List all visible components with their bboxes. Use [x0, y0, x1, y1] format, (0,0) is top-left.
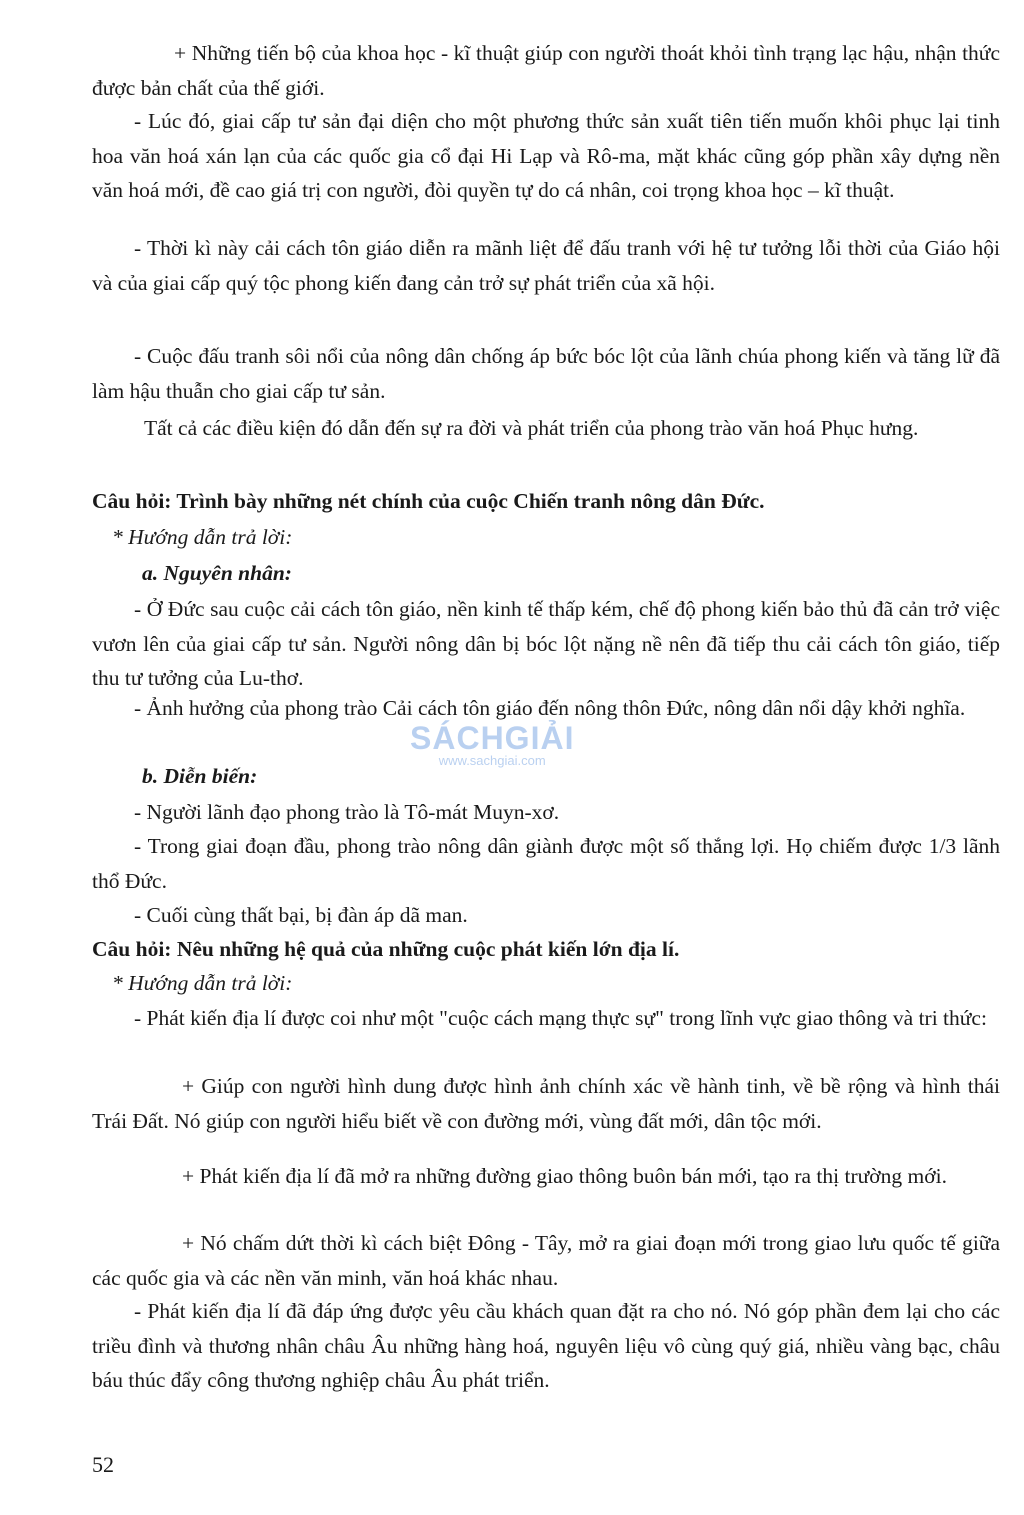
- subheading-development: b. Diễn biến:: [142, 764, 258, 788]
- question-heading-geographic-discoveries: Câu hỏi: Nêu những hệ quả của những cuộc phát kiến lớn địa lí.: [92, 937, 680, 961]
- paragraph-progress-science: + Những tiến bộ của khoa học - kĩ thuật giúp con người thoát khỏi tình trạng lạc hậu, nhận thức được bản chất của thế giới.: [92, 41, 1000, 100]
- subheading-causes: a. Nguyên nhân:: [142, 561, 292, 585]
- paragraph-influence-reform: - Ảnh hưởng của phong trào Cải cách tôn giáo đến nông thôn Đức, nông dân nổi dậy khởi nghĩa.: [134, 696, 966, 720]
- paragraph-causes-germany: - Ở Đức sau cuộc cải cách tôn giáo, nền kinh tế thấp kém, chế độ phong kiến bảo thủ đã cản trở việc vươn lên của giai cấp tư sản. Người nông dân bị bóc lột nặng nề nên đã tiếp thu cải cách tôn giáo, tiếp thu tư tưởng của Lu-thơ.: [92, 597, 1000, 690]
- paragraph-revolution-transport: - Phát kiến địa lí được coi như một "cuộc cách mạng thực sự" trong lĩnh vực giao thông và tri thức:: [134, 1006, 987, 1030]
- watermark-url: www.sachgiai.com: [438, 753, 546, 768]
- paragraph-peasant-struggle: - Cuộc đấu tranh sôi nổi của nông dân chống áp bức bóc lột của lãnh chúa phong kiến và tăng lữ đã làm hậu thuẫn cho giai cấp tư sản.: [92, 344, 1000, 403]
- paragraph-planet-image: + Giúp con người hình dung được hình ảnh chính xác về hành tinh, về bề rộng và hình thái Trái Đất. Nó giúp con người hiểu biết về con đường mới, vùng đất mới, dân tộc mới.: [92, 1074, 1000, 1133]
- paragraph-defeat: - Cuối cùng thất bại, bị đàn áp dã man.: [134, 903, 468, 927]
- sachgiai-watermark: [410, 720, 574, 768]
- paragraph-trade-routes: + Phát kiến địa lí đã mở ra những đường giao thông buôn bán mới, tạo ra thị trường mới.: [182, 1164, 947, 1188]
- paragraph-leader: - Người lãnh đạo phong trào là Tô-mát Muyn-xơ.: [134, 800, 560, 824]
- paragraph-objective-demand: - Phát kiến địa lí đã đáp ứng được yêu cầu khách quan đặt ra cho nó. Nó góp phần đem lại cho các triều đình và thương nhân châu Âu những hàng hoá, nguyên liệu vô cùng quý giá, nhiều vàng bạc, châu báu thúc đẩy công thương nghiệp châu Âu phát triển.: [92, 1299, 1000, 1392]
- paragraph-east-west: + Nó chấm dứt thời kì cách biệt Đông - Tây, mở ra giai đoạn mới trong giao lưu quốc tế giữa các quốc gia và các nền văn minh, văn hoá khác nhau.: [92, 1231, 1000, 1290]
- answer-guide-label: * Hướng dẫn trả lời:: [112, 525, 293, 549]
- paragraph-early-victories: - Trong giai đoạn đầu, phong trào nông dân giành được một số thắng lợi. Họ chiếm được 1/3 lãnh thổ Đức.: [92, 834, 1000, 893]
- paragraph-conclusion-renaissance: Tất cả các điều kiện đó dẫn đến sự ra đời và phát triển của phong trào văn hoá Phục hưng.: [144, 416, 919, 440]
- question-heading-german-peasant-war: Câu hỏi: Trình bày những nét chính của cuộc Chiến tranh nông dân Đức.: [92, 489, 765, 513]
- answer-guide-label-2: * Hướng dẫn trả lời:: [112, 971, 293, 995]
- page-number: 52: [92, 1452, 114, 1477]
- paragraph-bourgeoisie: - Lúc đó, giai cấp tư sản đại diện cho một phương thức sản xuất tiên tiến muốn khôi phục lại tinh hoa văn hoá xán lạn của các quốc gia cổ đại Hi Lạp và Rô-ma, mặt khác cũng góp phần xây dựng nền văn hoá mới, đề cao giá trị con người, đòi quyền tự do cá nhân, coi trọng khoa học – kĩ thuật.: [92, 109, 1000, 202]
- watermark-logo: SÁCHGIẢI: [410, 720, 575, 756]
- paragraph-religious-reform: - Thời kì này cải cách tôn giáo diễn ra mãnh liệt để đấu tranh với hệ tư tưởng lỗi thời của Giáo hội và của giai cấp quý tộc phong kiến đang cản trở sự phát triển của xã hội.: [92, 236, 1000, 295]
